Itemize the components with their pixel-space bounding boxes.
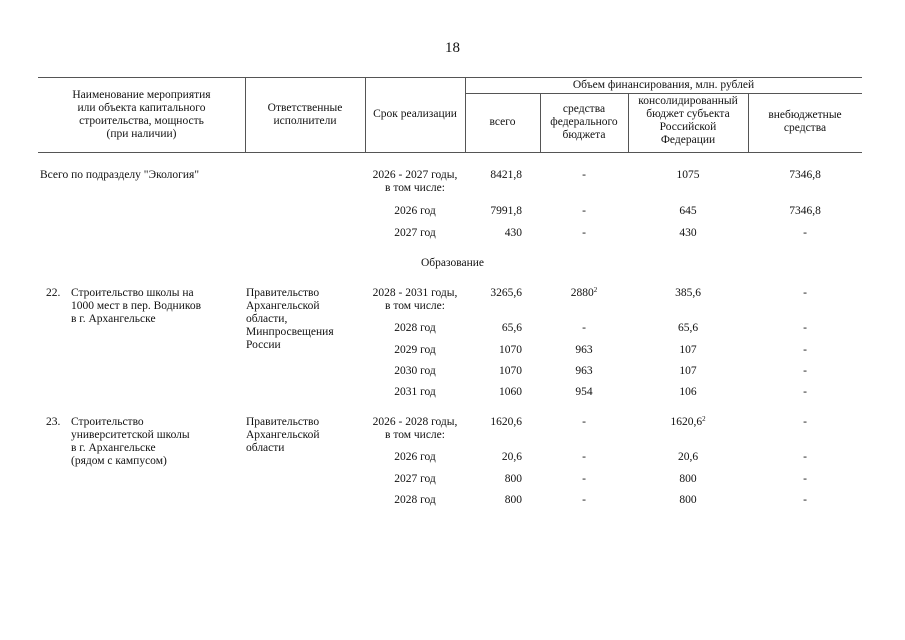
header-regional-line: консолидированный [638,95,738,107]
total-cell: 1070 [499,344,522,356]
regional-cell: 645 [679,205,697,217]
offbudget-cell: - [803,287,807,299]
project-name-line: Строительство школы на [71,287,194,299]
offbudget-cell: - [803,451,807,463]
header-name-line: Наименование мероприятия [72,89,211,101]
header-name-line: (при наличии) [106,128,177,140]
regional-cell: 800 [679,473,697,485]
header-name-line: или объекта капитального [77,102,206,114]
project-name-line: 1000 мест в пер. Водников [71,300,202,312]
federal-cell: - [582,322,586,334]
period-cell: в том числе: [385,429,445,441]
offbudget-cell: - [803,386,807,398]
total-cell: 800 [504,494,522,506]
total-cell: 7991,8 [490,205,522,217]
offbudget-cell: 7346,8 [789,205,821,217]
regional-cell: 107 [679,365,697,377]
total-cell: 430 [504,227,522,239]
header-regional-line: Российской [659,121,717,133]
period-cell: 2027 год [394,227,436,239]
header-federal-line: средства [562,103,606,115]
period-cell: 2026 год [394,205,436,217]
header-bottom-rule [38,152,862,153]
period-cell: 2028 - 2031 годы, [372,287,458,299]
executor-line: области, [246,313,288,325]
period-cell: в том числе: [385,182,445,194]
offbudget-cell: - [803,227,807,239]
federal-cell: - [582,494,586,506]
total-cell: 8421,8 [490,169,522,181]
regional-cell: 430 [679,227,697,239]
period-cell: 2030 год [394,365,436,377]
header-offbudget-line: внебюджетные [768,109,842,121]
regional-cell [628,416,748,429]
header-executors-line: Ответственные [267,102,343,114]
federal-cell: - [582,227,586,239]
regional-cell: 800 [679,494,697,506]
period-cell: 2026 - 2028 годы, [372,416,458,428]
header-executors-line: исполнители [273,115,337,127]
header-federal-line: бюджета [562,129,606,141]
offbudget-cell: - [803,344,807,356]
federal-cell: - [582,205,586,217]
total-cell: 20,6 [501,451,522,463]
total-cell: 1620,6 [490,416,522,428]
offbudget-cell: - [803,416,807,428]
executor-line: Правительство [246,287,320,299]
period-cell: 2027 год [394,473,436,485]
federal-cell: 963 [575,344,593,356]
offbudget-cell: - [803,322,807,334]
federal-cell [540,287,628,300]
header-total-column: всего [489,116,516,128]
period-cell: 2031 год [394,386,436,398]
executor-line: Правительство [246,416,320,428]
regional-value: 1620,6 [670,416,703,428]
offbudget-cell: - [803,473,807,485]
period-cell: 2026 - 2027 годы, [372,169,458,181]
federal-cell: - [582,416,586,428]
federal-cell: 963 [575,365,593,377]
offbudget-cell: - [803,365,807,377]
federal-cell: - [582,169,586,181]
project-name-line: в г. Архангельске [71,313,156,325]
executor-line: Минпросвещения [246,326,334,338]
header-regional-line: Федерации [660,134,716,146]
project-name-line: в г. Архангельске [71,442,156,454]
regional-cell: 385,6 [675,287,701,299]
header-top-rule [38,77,862,78]
offbudget-cell: - [803,494,807,506]
regional-cell: 107 [679,344,697,356]
executor-line: России [246,339,281,351]
header-financing-title: Объем финансирования, млн. рублей [572,79,755,91]
total-cell: 65,6 [501,322,522,334]
executor-line: Архангельской [246,429,320,441]
regional-cell: 20,6 [677,451,699,463]
period-cell: 2029 год [394,344,436,356]
project-number: 23. [46,416,61,428]
header-regional-line: бюджет субъекта [646,108,730,120]
financing-title-rule [465,93,862,94]
project-name-line: (рядом с кампусом) [71,455,167,467]
period-cell: в том числе: [385,300,445,312]
executor-line: Архангельской [246,300,320,312]
header-name-line: строительства, мощность [79,115,204,127]
period-cell: 2026 год [394,451,436,463]
regional-cell: 65,6 [677,322,699,334]
project-name-line: университетской школы [71,429,190,441]
project-number: 22. [46,287,61,299]
total-cell: 800 [504,473,522,485]
header-federal-line: федерального [550,116,618,128]
footnote-mark: 2 [702,415,706,423]
period-cell: 2028 год [394,322,436,334]
header-period-column: Срок реализации [373,108,457,120]
footnote-mark: 2 [593,286,598,294]
period-cell: 2028 год [394,494,436,506]
federal-cell: - [582,473,586,485]
header-offbudget-line: средства [783,122,827,134]
total-cell: 1060 [499,386,522,398]
total-cell: 3265,6 [490,287,522,299]
section-title: Образование [420,257,485,269]
federal-cell: 954 [575,386,593,398]
total-cell: 1070 [499,365,522,377]
ecology-label: Всего по подразделу "Экология" [40,169,200,181]
regional-cell: 106 [679,386,697,398]
project-name-line: Строительство [71,416,144,428]
executor-line: области [246,442,285,454]
page-number: 18 [445,40,460,56]
offbudget-cell: 7346,8 [789,169,821,181]
federal-value: 2880 [570,287,594,299]
regional-cell: 1075 [676,169,700,181]
federal-cell: - [582,451,586,463]
